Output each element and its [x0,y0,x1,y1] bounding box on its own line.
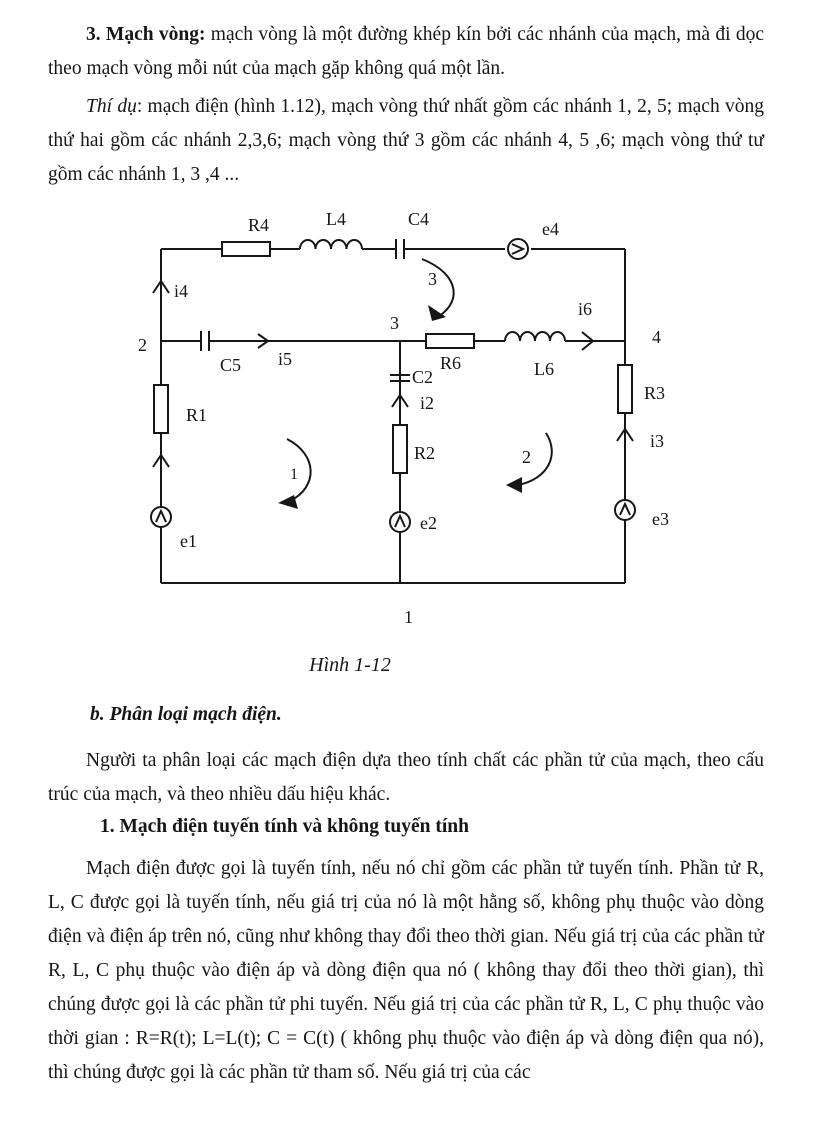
section-3-text: mạch vòng là một đường khép kín bởi các nhánh của mạch, mà đi dọc theo mạch vòng mỗi nút của mạch gặp không quá một lần. [48,24,765,79]
section-b-title: b. Phân loại mạch điện. [90,704,282,725]
label-i4: i4 [174,281,189,301]
linear-section-title: 1. Mạch điện tuyến tính và không tuyến tính [100,816,469,837]
loop-arrow-3 [422,259,454,321]
label-e2: e2 [420,513,437,533]
label-r6: R6 [440,353,462,373]
node-label-2: 2 [138,335,147,355]
source-e4 [508,239,528,259]
label-i5: i5 [278,349,293,369]
label-r3: R3 [644,383,666,403]
section-3-paragraph [48,18,764,86]
label-c5: C5 [220,355,242,375]
label-e1: e1 [180,531,197,551]
resistor-r6 [426,334,474,348]
loop-label-3: 3 [428,269,437,289]
label-e3: e3 [652,509,669,529]
label-l4: L4 [326,209,346,229]
source-e2 [390,512,410,532]
capacitor-c5 [201,331,209,351]
linear-paragraph: Mạch điện được gọi là tuyến tính, nếu nó chỉ gồm các phần tử tuyến tính. Phần tử R, L, C được gọi là tuyến tính, nếu giá trị của nó là một hằng số, không phụ thuộc vào dòng điện và điện áp trên nó, cũng như không thay đổi theo thời gian. Nếu giá trị của các phần tử R, L, C phụ thuộc vào điện áp và dòng điện qua nó ( không thay đổi theo thời gian), thì chúng được gọi là các phần tử phi tuyến. Nếu giá trị của các phần tử R, L, C phụ thuộc vào thời gian : R=R(t); L=L(t); C = C(t) ( không phụ thuộc vào điện áp và dòng điện qua nó), thì chúng được gọi là các phần tử tham số. Nếu giá trị của các [48,858,764,1083]
label-r1: R1 [186,405,208,425]
node-label-1: 1 [404,607,413,627]
loop-label-2: 2 [522,447,531,467]
label-r4: R4 [248,215,270,235]
section-3-title: 3. Mạch vòng: [86,24,206,45]
resistor-r2 [393,425,407,473]
label-i2: i2 [420,393,435,413]
label-c2: C2 [412,367,434,387]
resistor-r4 [222,242,270,256]
label-c4: C4 [408,209,430,229]
source-e1 [151,507,171,527]
loop-label-1: 1 [290,466,298,483]
label-i6: i6 [578,299,593,319]
node-label-4: 4 [652,327,661,347]
example-paragraph [48,90,764,192]
resistor-r1 [154,385,168,433]
inductor-l6 [505,332,565,341]
source-e3 [615,500,635,520]
example-text: : mạch điện (hình 1.12), mạch vòng thứ nhất gồm các nhánh 1, 2, 5; mạch vòng thứ hai gồm các nhánh 2,3,6; mạch vòng thứ 3 gồm các nhánh 4, 5 ,6; mạch vòng thứ tư gồm các nhánh 1, 3 ,4 ... [48,96,765,185]
label-l6: L6 [534,359,554,379]
resistor-r3 [618,365,632,413]
label-e4: e4 [542,219,559,239]
label-i3: i3 [650,431,665,451]
circuit-diagram [0,195,816,655]
example-label: Thí dụ [86,96,137,117]
classification-paragraph: Người ta phân loại các mạch điện dựa theo tính chất các phần tử của mạch, theo cấu trúc của mạch, và theo nhiều dấu hiệu khác. [48,750,764,805]
capacitor-c4 [396,239,404,259]
inductor-l4 [300,240,362,249]
node-label-3: 3 [390,313,399,333]
label-r2: R2 [414,443,436,463]
figure-caption: Hình 1-12 [309,654,391,676]
